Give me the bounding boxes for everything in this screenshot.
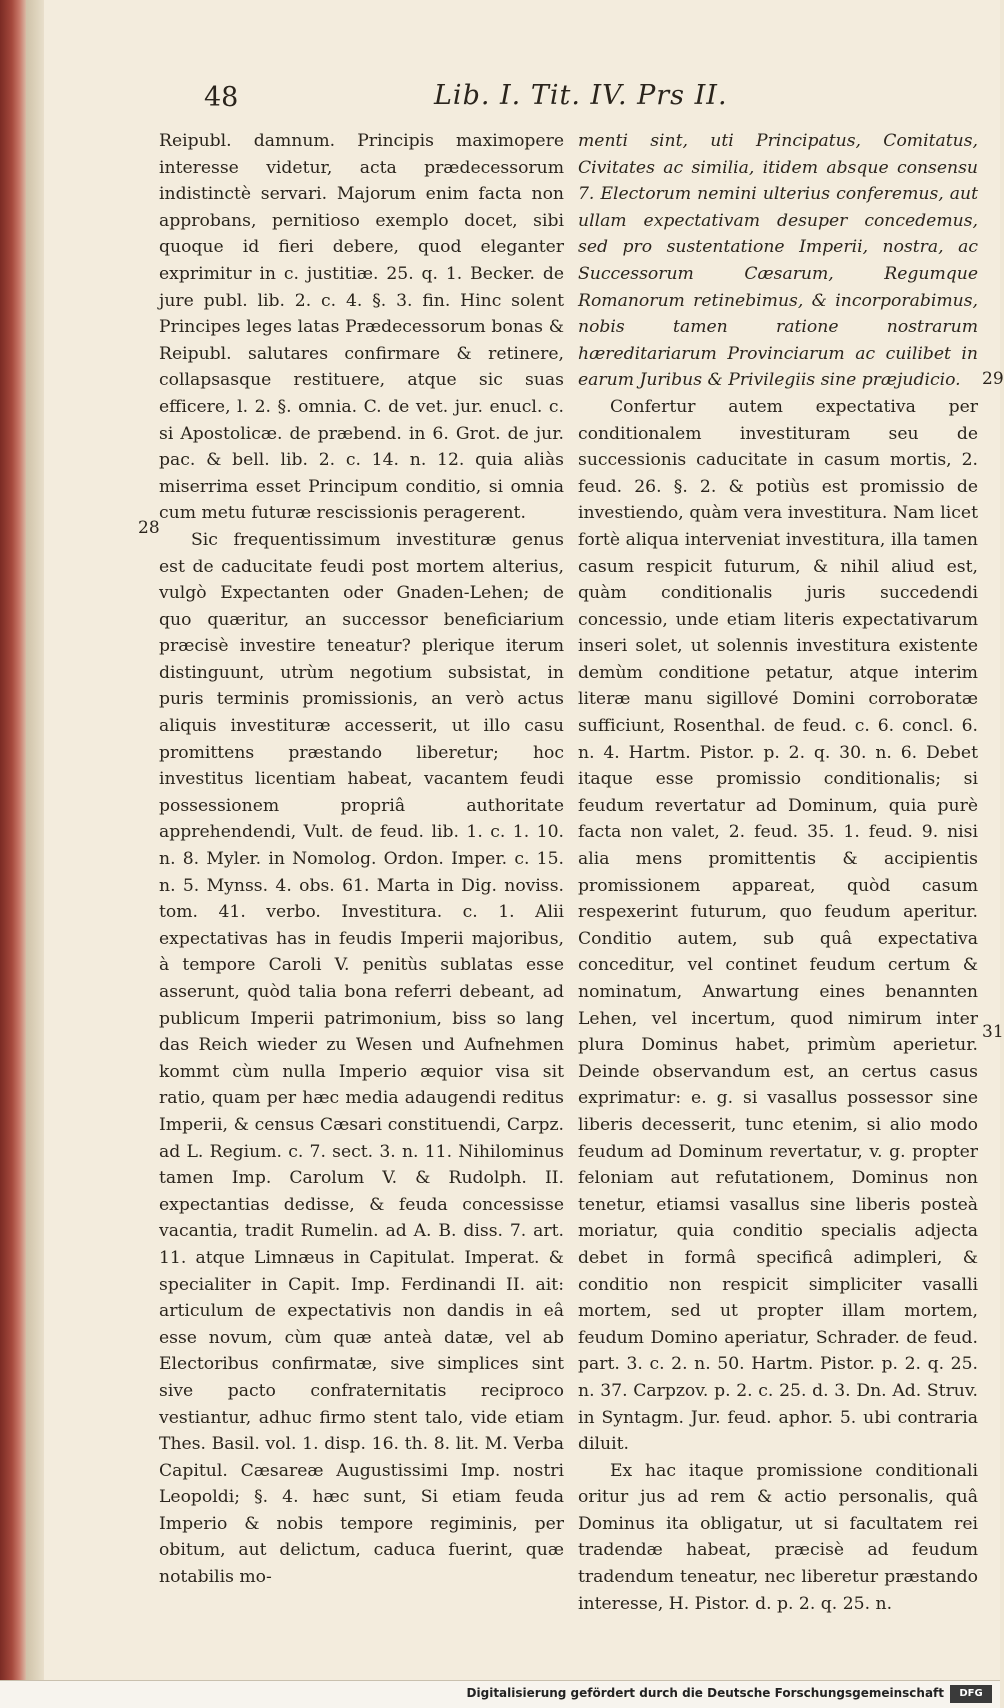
right-paragraph-1: menti sint, uti Principatus, Comitatus, Civitates ac similia, itidem absque consensu 7. Electorum nemini ulterius conferemus, aut ullam expectativam desuper concedemus, sed pro sustentatione Imperii, nostra, ac Successorum Cæsarum, Regumque Romanorum retinebimus, & incorporabimus, nobis tamen ratione nostrarum hæreditariarum Provinciarum ac cuilibet in earum Juribus & Privilegiis sine præjudicio.	[578, 131, 978, 391]
book-page	[44, 0, 1004, 1680]
left-paragraph-2: Sic frequentissimum investituræ genus est de caducitate feudi post mortem alterius, vulgò Expectanten oder Gnaden-Lehen; de quo quæritur, an successor beneficiarium præcisè investire teneatur? plerique iterum distinguunt, utrùm negotium subsistat, in puris terminis promissionis, an verò actus aliquis investituræ accesserit, ut illo casu promittens præstando liberetur; hoc investitus licentiam habeat, vacantem feudi possessionem propriâ authoritate apprehendendi, Vult. de feud. lib. 1. c. 1. 10. n. 8. Myler. in Nomolog. Ordon. Imper. c. 15. n. 5. Mynss. 4. obs. 61. Marta in Dig. noviss. tom. 41. verbo. Investitura. c. 1. Alii expectativas has in feudis Imperii majoribus, à tempore Caroli V. penitùs sublatas esse asserunt, quòd talia bona referri debeant, ad publicum Imperii patrimonium, biss so lang das Reich wieder zu Wesen und Aufnehmen kommt cùm nulla Imperio æquior visa sit ratio, quam per hæc media adaugendi reditus Imperii, & census Cæsari constituendi, Carpz. ad L. Regium. c. 7. sect. 3. n. 11. Nihilominus tamen Imp. Carolum V. & Rudolph. II. expectantias dedisse, & feuda concessisse vacantia, tradit Rumelin. ad A. B. diss. 7. art. 11. atque Limnæus in Capitulat. Imperat. & specialiter in Capit. Imp. Ferdinandi II. ait: articulum de expectativis non dandis in eâ esse novum, cùm quæ anteà datæ, vel ab Electoribus confirmatæ, sive simplices sint sive pacto confraternitatis reciproco vestiantur, adhuc firmo stent talo, vide etiam Thes. Basil. vol. 1. disp. 16. th. 8. lit. M. Verba Capitul. Cæsareæ Augustissimi Imp. nostri Leopoldi; §. 4. hæc sunt, Si etiam feuda Imperio & nobis tempore regiminis, per obitum, aut delictum, caduca fuerint, quæ notabilis mo-	[159, 529, 564, 1588]
right-paragraph-2: Confertur autem expectativa per conditionalem investituram seu de successionis caducitate in casum mortis, 2. feud. 26. §. 2. & potiùs est promissio de investiendo, quàm vera investitura. Nam licet fortè aliqua interveniat investitura, illa tamen casum respicit futurum, & nihil aliud est, quàm conditionalis juris succedendi concessio, unde etiam literis expectativarum inseri solet, ut solennis investitura existente demùm conditione petatur, atque interim literæ manu sigillové Domini corroboratæ sufficiunt, Rosenthal. de feud. c. 6. concl. 6. n. 4. Hartm. Pistor. p. 2. q. 30. n. 6. Debet itaque esse promissio conditionalis; si feudum revertatur ad Dominum, quia purè facta non valet, 2. feud. 35. 1. feud. 9. nisi alia mens promittentis & accipientis promissionem appareat, quòd casum respexerint futurum, quo feudum aperitur. Conditio autem, sub quâ expectativa conceditur, vel continet feudum certum & nominatum, Anwartung eines benannten Lehen, vel incertum, quod nimirum inter plura Dominus habet, primùm aperietur. Deinde observandum est, an certus casus exprimatur: e. g. si vasallus possessor sine liberis decesserit, tunc etenim, si alio modo feudum ad Dominum revertatur, v. g. propter feloniam aut refutationem, Dominus non tenetur, etiamsi vasallus sine liberis posteà moriatur, quia conditio specialis adjecta debet in formâ specificâ adimpleri, & conditio non respicit simpliciter vasalli mortem, sed ut propter illam mortem, feudum Domino aperiatur, Schrader. de feud. part. 3. c. 2. n. 50. Hartm. Pistor. p. 2. q. 25. n. 37. Carpzov. p. 2. c. 25. d. 3. Dn. Ad. Struv. in Syntagm. Jur. feud. aphor. 5. ubi contraria diluit.	[578, 396, 978, 1455]
footer-credit-text: Digitalisierung gefördert durch die Deutsche Forschungsgemeinschaft	[466, 1686, 944, 1700]
margin-number-31: 31	[982, 1022, 1004, 1042]
margin-number-28: 28	[138, 518, 160, 538]
dfg-logo: DFG	[950, 1685, 992, 1703]
right-column	[578, 128, 978, 1617]
running-head: Lib. I. Tit. IV. Prs II.	[434, 80, 728, 111]
digitization-footer	[0, 1680, 1000, 1708]
left-paragraph-1: Reipubl. damnum. Principis maximopere interesse videtur, acta prædecessorum indistinctè servari. Majorum enim facta non approbans, pernitioso exemplo docet, sibi quoque id fieri debere, quod eleganter exprimitur in c. justitiæ. 25. q. 1. Becker. de jure publ. lib. 2. c. 4. §. 3. fin. Hinc solent Principes leges latas Prædecessorum bonas & Reipubl. salutares confirmare & retinere, collapsasque restituere, atque sic suas efficere, l. 2. §. omnia. C. de vet. jur. enucl. c. si Apostolicæ. de præbend. in 6. Grot. de jur. pac. & bell. lib. 2. c. 14. n. 12. quia aliàs miserrima esset Principum conditio, si omnia cum metu futuræ rescissionis peragerent.	[159, 131, 564, 524]
margin-number-29: 29	[982, 369, 1004, 389]
right-paragraph-3: Ex hac itaque promissione conditionali oritur jus ad rem & actio personalis, quâ Dominus ita obligatur, ut si facultatem rei tradendæ habeat, præcisè ad feudum tradendum teneatur, nec liberetur præstando interesse, H. Pistor. d. p. 2. q. 25. n.	[578, 1460, 978, 1614]
left-column	[159, 128, 564, 1591]
page-gutter	[26, 0, 44, 1707]
book-binding-edge	[0, 0, 26, 1707]
page-header	[44, 80, 1000, 120]
page-number: 48	[204, 82, 239, 113]
